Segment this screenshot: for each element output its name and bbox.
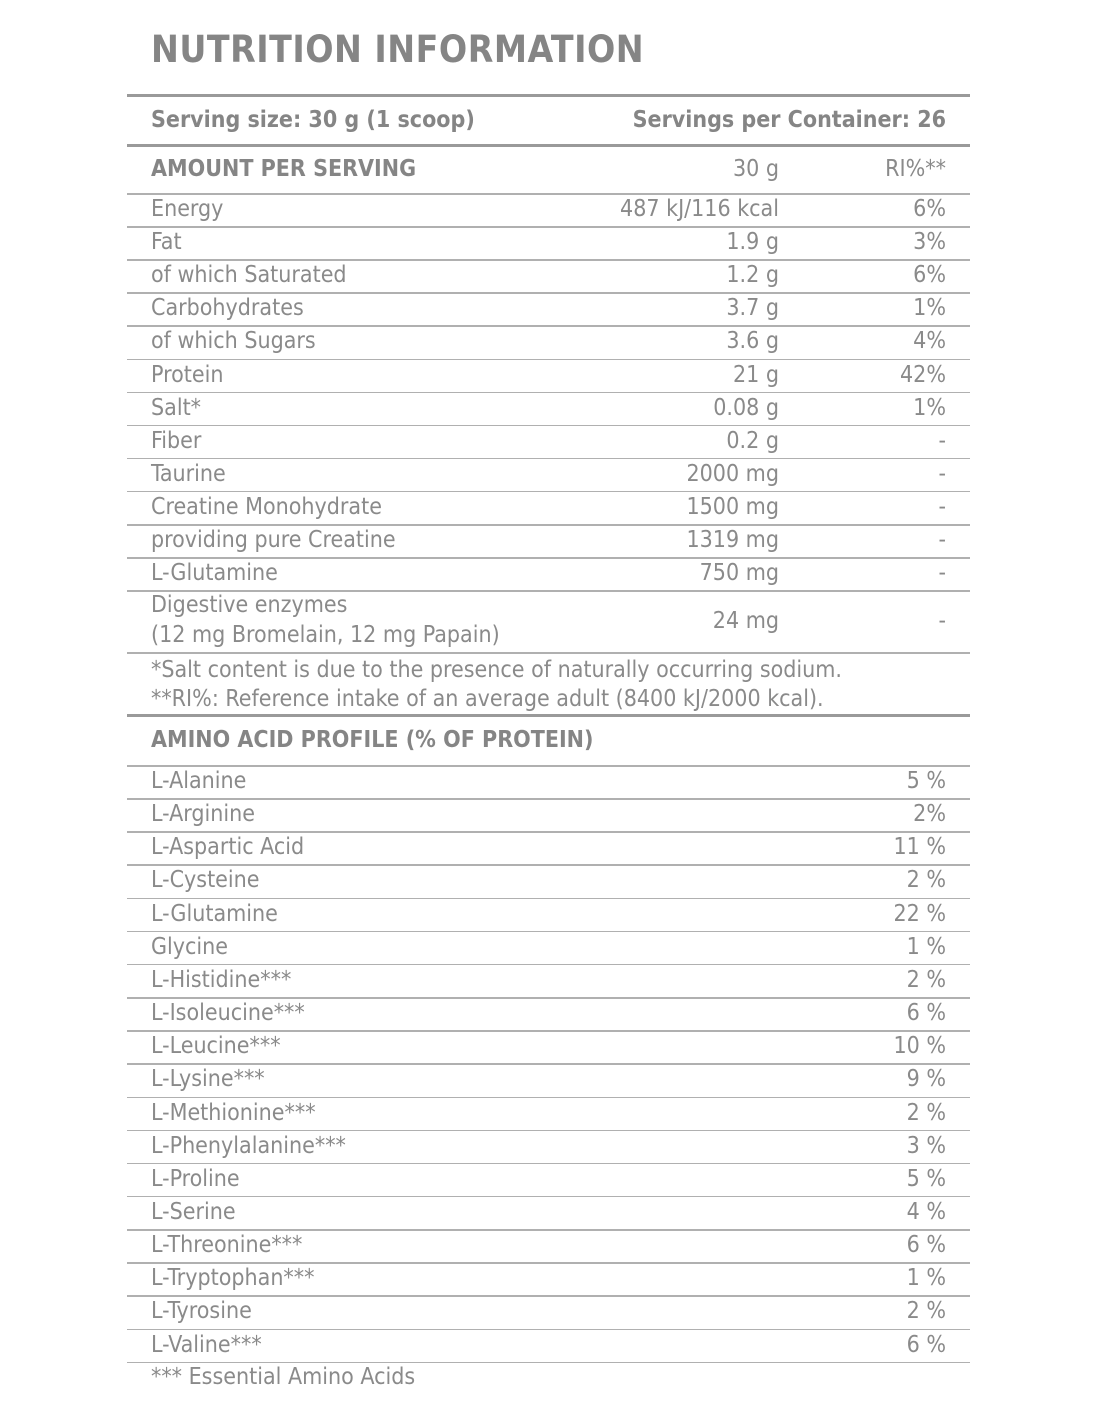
amino-value: 9 % <box>906 1066 946 1093</box>
nutrient-name: of which Sugars <box>151 328 316 355</box>
nutrient-amount: 0.2 g <box>726 427 779 454</box>
amino-name: L-Threonine*** <box>151 1232 303 1259</box>
divider <box>127 144 970 147</box>
divider <box>127 94 970 97</box>
nutrient-name: Carbohydrates <box>151 295 304 322</box>
amino-name: Glycine <box>151 933 229 960</box>
divider <box>127 1196 970 1198</box>
nutrient-ri: - <box>938 527 946 553</box>
nutrient-name: Protein <box>151 361 224 388</box>
nutrient-name-detail: (12 mg Bromelain, 12 mg Papain) <box>151 622 500 648</box>
nutrient-ri: 4% <box>913 328 946 355</box>
amino-name: L-Alanine <box>151 768 247 794</box>
nutrient-ri: - <box>938 608 946 634</box>
page-title: NUTRITION INFORMATION <box>151 28 645 71</box>
nutrient-name: Fiber <box>151 427 202 454</box>
amino-name: L-Serine <box>151 1198 236 1225</box>
amino-value: 11 % <box>893 834 946 861</box>
nutrient-name: Digestive enzymes <box>151 592 348 618</box>
amino-value: 1 % <box>906 1265 946 1292</box>
divider <box>127 1262 970 1264</box>
divider <box>127 997 970 999</box>
amino-value: 5 % <box>906 1165 946 1192</box>
nutrient-ri: - <box>938 427 946 454</box>
amino-name: L-Glutamine <box>151 900 278 927</box>
nutrient-name: L-Glutamine <box>151 560 278 587</box>
nutrient-amount: 2000 mg <box>686 460 779 487</box>
amino-value: 2% <box>913 801 946 828</box>
divider <box>127 524 970 526</box>
divider <box>127 226 970 228</box>
amino-name: L-Arginine <box>151 801 255 828</box>
amino-name: L-Cysteine <box>151 867 260 894</box>
servings-per-container: Servings per Container: 26 <box>632 107 946 133</box>
divider <box>127 491 970 493</box>
nutrient-ri: - <box>938 560 946 587</box>
amino-value: 1 % <box>906 933 946 960</box>
nutrient-amount: 1.9 g <box>726 229 779 256</box>
divider <box>127 765 970 767</box>
nutrient-ri: - <box>938 460 946 487</box>
amino-name: L-Methionine*** <box>151 1099 316 1126</box>
nutrient-name: Creatine Monohydrate <box>151 493 382 520</box>
divider <box>127 831 970 833</box>
nutrient-amount: 487 kJ/116 kcal <box>620 196 779 222</box>
nutrient-ri: 1% <box>913 295 946 322</box>
serving-size: Serving size: 30 g (1 scoop) <box>151 107 475 133</box>
divider <box>127 652 970 654</box>
amino-name: L-Leucine*** <box>151 1033 281 1060</box>
amino-value: 5 % <box>906 768 946 794</box>
nutrient-ri: 1% <box>913 394 946 421</box>
divider <box>127 1097 970 1099</box>
divider <box>127 259 970 261</box>
nutrient-ri: 3% <box>913 229 946 256</box>
footnote-essential: *** Essential Amino Acids <box>151 1364 416 1390</box>
ri-column-heading: RI%** <box>885 156 946 182</box>
amino-value: 2 % <box>906 1099 946 1126</box>
divider <box>127 359 970 361</box>
nutrient-name: Taurine <box>151 460 226 487</box>
amino-name: L-Phenylalanine*** <box>151 1132 346 1159</box>
footnote-salt: *Salt content is due to the presence of naturally occurring sodium. <box>151 657 842 683</box>
divider <box>127 1030 970 1032</box>
amino-name: L-Tryptophan*** <box>151 1265 315 1292</box>
divider <box>127 392 970 394</box>
amino-value: 2 % <box>906 966 946 993</box>
divider <box>127 425 970 427</box>
divider <box>127 1130 970 1132</box>
nutrient-name: Salt* <box>151 394 202 421</box>
divider <box>127 898 970 900</box>
nutrient-amount: 24 mg <box>712 608 779 634</box>
divider <box>127 798 970 800</box>
nutrient-amount: 0.08 g <box>713 394 779 421</box>
divider <box>127 864 970 866</box>
amino-name: L-Lysine*** <box>151 1066 265 1093</box>
amino-value: 6 % <box>906 1331 946 1358</box>
amino-value: 6 % <box>906 1232 946 1259</box>
amino-name: L-Tyrosine <box>151 1298 252 1325</box>
nutrition-row-enzymes <box>127 592 970 652</box>
divider <box>127 325 970 327</box>
amino-name: L-Isoleucine*** <box>151 1000 305 1027</box>
divider <box>127 193 970 195</box>
amino-name: L-Histidine*** <box>151 966 292 993</box>
nutrient-amount: 750 mg <box>699 560 779 587</box>
divider <box>127 964 970 966</box>
amino-value: 10 % <box>893 1033 946 1060</box>
nutrient-amount: 1.2 g <box>726 262 779 289</box>
amount-column-heading: 30 g <box>732 156 779 182</box>
amino-name: L-Proline <box>151 1165 240 1192</box>
amino-value: 22 % <box>893 900 946 927</box>
divider <box>127 557 970 559</box>
nutrient-ri: 6% <box>913 196 946 222</box>
nutrient-ri: - <box>938 493 946 520</box>
divider <box>127 931 970 933</box>
nutrient-amount: 1319 mg <box>686 527 779 553</box>
divider <box>127 1229 970 1231</box>
amino-value: 2 % <box>906 1298 946 1325</box>
amount-per-serving-heading: AMOUNT PER SERVING <box>151 156 417 182</box>
divider <box>127 1063 970 1065</box>
amino-value: 4 % <box>906 1198 946 1225</box>
amino-value: 2 % <box>906 867 946 894</box>
nutrient-name: Fat <box>151 229 182 256</box>
nutrient-name: Energy <box>151 196 224 222</box>
amino-acid-heading: AMINO ACID PROFILE (% OF PROTEIN) <box>151 727 594 753</box>
divider <box>127 714 970 717</box>
nutrient-amount: 3.7 g <box>726 295 779 322</box>
divider <box>127 1163 970 1165</box>
amino-value: 6 % <box>906 1000 946 1027</box>
nutrient-name: of which Saturated <box>151 262 347 289</box>
nutrient-name: providing pure Creatine <box>151 527 396 553</box>
nutrient-ri: 6% <box>913 262 946 289</box>
divider <box>127 292 970 294</box>
divider <box>127 458 970 460</box>
nutrient-ri: 42% <box>900 361 946 388</box>
divider <box>127 1329 970 1331</box>
nutrient-amount: 1500 mg <box>686 493 779 520</box>
divider <box>127 1295 970 1297</box>
nutrient-amount: 3.6 g <box>726 328 779 355</box>
amino-value: 3 % <box>906 1132 946 1159</box>
amino-name: L-Valine*** <box>151 1331 262 1358</box>
nutrient-amount: 21 g <box>732 361 779 388</box>
divider <box>127 1362 970 1364</box>
amino-name: L-Aspartic Acid <box>151 834 305 861</box>
footnote-ri: **RI%: Reference intake of an average adult (8400 kJ/2000 kcal). <box>151 686 824 712</box>
